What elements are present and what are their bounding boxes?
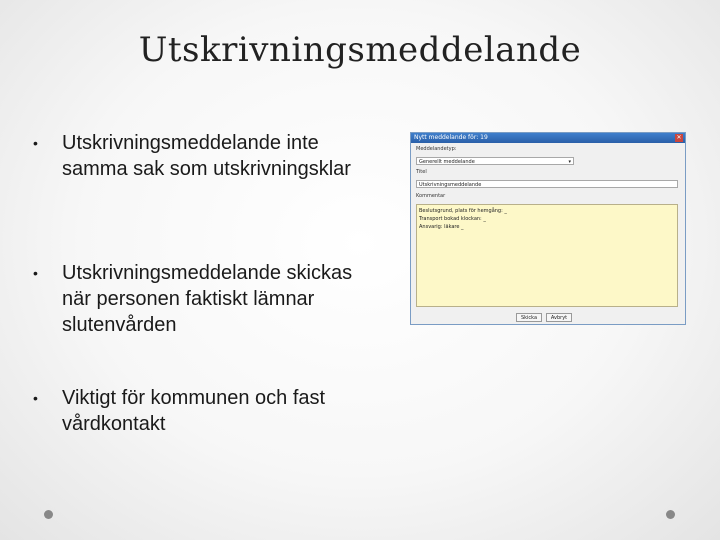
send-button[interactable]: Skicka: [516, 313, 542, 322]
dialog-title: Nytt meddelande för: 19: [414, 134, 488, 141]
bullet-text: Viktigt för kommunen och fast vårdkontakt: [62, 387, 326, 435]
bullet-dot: •: [33, 390, 38, 406]
chevron-down-icon: ▾: [568, 159, 571, 165]
bullet-item: [30, 260, 370, 338]
subject-value: Utskrivningsmeddelande: [419, 182, 482, 188]
bullet-text: Utskrivningsmeddelande inte samma sak som utskrivningsklar: [62, 132, 351, 180]
comment-line: Ansvarig: läkare _: [419, 224, 464, 230]
slide-title: Utskrivningsmeddelande: [138, 30, 582, 70]
comment-line: Beslutsgrund, plats för hemgång: _: [419, 208, 507, 214]
decorative-dot: [666, 510, 675, 519]
message-type-value: Generellt meddelande: [419, 159, 475, 165]
comment-label: Kommentar: [416, 193, 446, 199]
bullet-dot: •: [33, 135, 38, 151]
message-dialog: [410, 132, 686, 325]
subject-input[interactable]: [416, 180, 678, 188]
cancel-button[interactable]: Avbryt: [546, 313, 572, 322]
type-label: Meddelandetyp:: [416, 146, 457, 152]
bullet-item: [30, 130, 370, 182]
comment-line: Transport bokad klockan: _: [419, 216, 486, 222]
decorative-dot: [44, 510, 53, 519]
dialog-titlebar[interactable]: [411, 133, 685, 143]
comment-textarea[interactable]: [416, 204, 678, 307]
subject-label: Titel: [416, 169, 427, 175]
bullet-item: [30, 385, 370, 437]
close-icon[interactable]: ✕: [676, 134, 682, 141]
bullet-text: Utskrivningsmeddelande skickas när personen faktiskt lämnar slutenvården: [62, 262, 353, 336]
bullet-dot: •: [33, 265, 38, 281]
message-type-select[interactable]: [416, 157, 574, 165]
